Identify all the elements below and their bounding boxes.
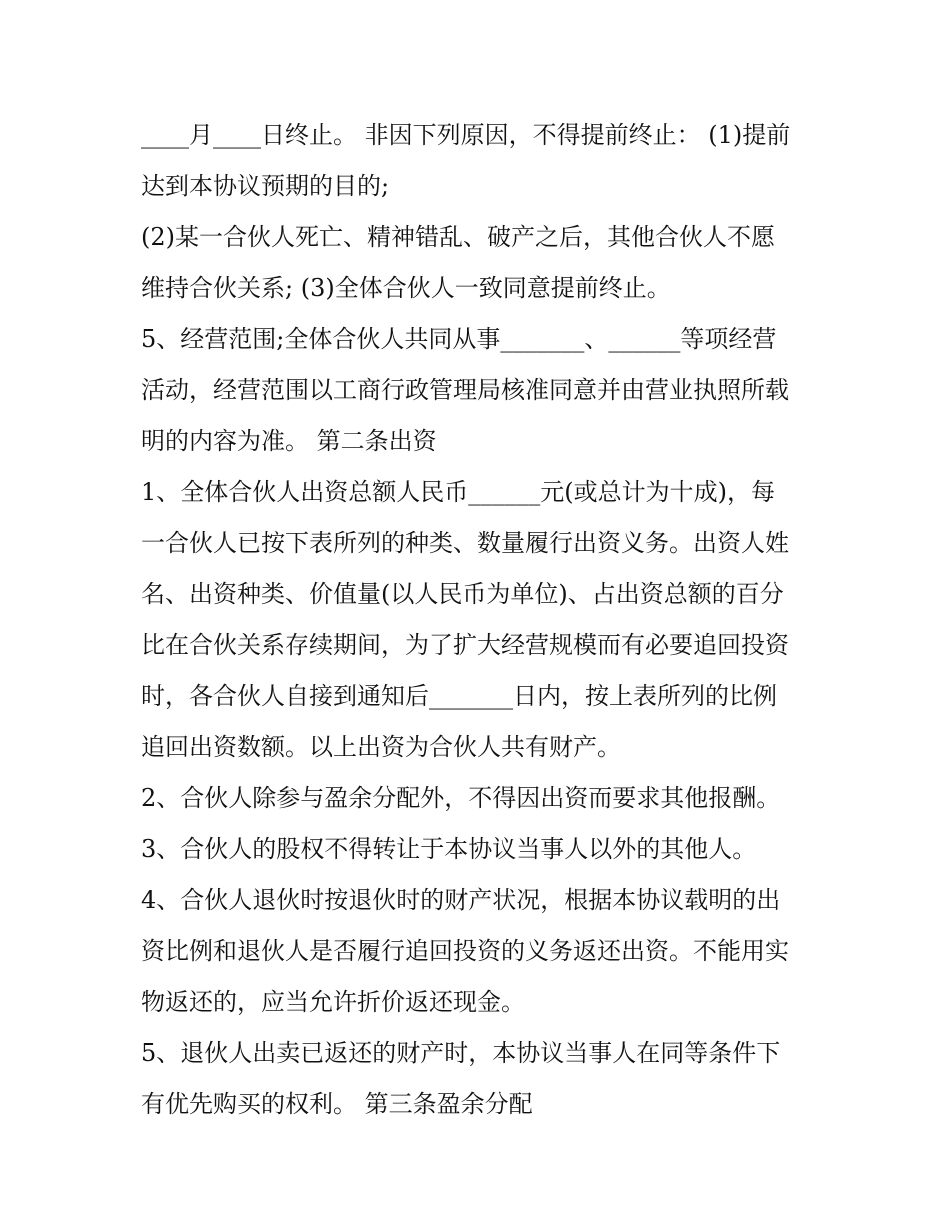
text-line: 资比例和退伙人是否履行追回投资的义务返还出资。不能用实 [141,937,789,965]
text-line: 活动，经营范围以工商行政管理局核准同意并由营业执照所载 [141,376,789,404]
text-line: 5、经营范围;全体合伙人共同从事_______、______等项经营 [141,325,777,353]
text-line: 比在合伙关系存续期间，为了扩大经营规模而有必要追回投资 [141,631,789,659]
text-line: 追回出资数额。以上出资为合伙人共有财产。 [141,733,621,761]
text-line: (2)某一合伙人死亡、精神错乱、破产之后，其他合伙人不愿 [141,223,775,251]
text-line: 时，各合伙人自接到通知后_______日内，按上表所列的比例 [141,682,777,710]
text-line: 4、合伙人退伙时按退伙时的财产状况，根据本协议载明的出 [141,886,781,914]
text-line: 1、全体合伙人出资总额人民币______元(或总计为十成)，每 [141,478,775,506]
text-line: 5、退伙人出卖已返还的财产时，本协议当事人在同等条件下 [141,1039,781,1067]
text-line: ____月____日终止。 非因下列原因，不得提前终止： (1)提前 [141,121,791,149]
text-line: 2、合伙人除参与盈余分配外，不得因出资而要求其他报酬。 [141,784,781,812]
text-line: 达到本协议预期的目的; [141,172,390,200]
document-body [141,110,821,1130]
text-line: 物返还的，应当允许折价返还现金。 [141,988,525,1016]
text-line: 一合伙人已按下表所列的种类、数量履行出资义务。出资人姓 [141,529,789,557]
text-line: 维持合伙关系; (3)全体合伙人一致同意提前终止。 [141,274,671,302]
text-line: 明的内容为准。 第二条出资 [141,427,437,455]
text-line: 名、出资种类、价值量(以人民币为单位)、占出资总额的百分 [141,580,784,608]
text-line: 有优先购买的权利。 第三条盈余分配 [141,1090,533,1118]
text-line: 3、合伙人的股权不得转让于本协议当事人以外的其他人。 [141,835,757,863]
